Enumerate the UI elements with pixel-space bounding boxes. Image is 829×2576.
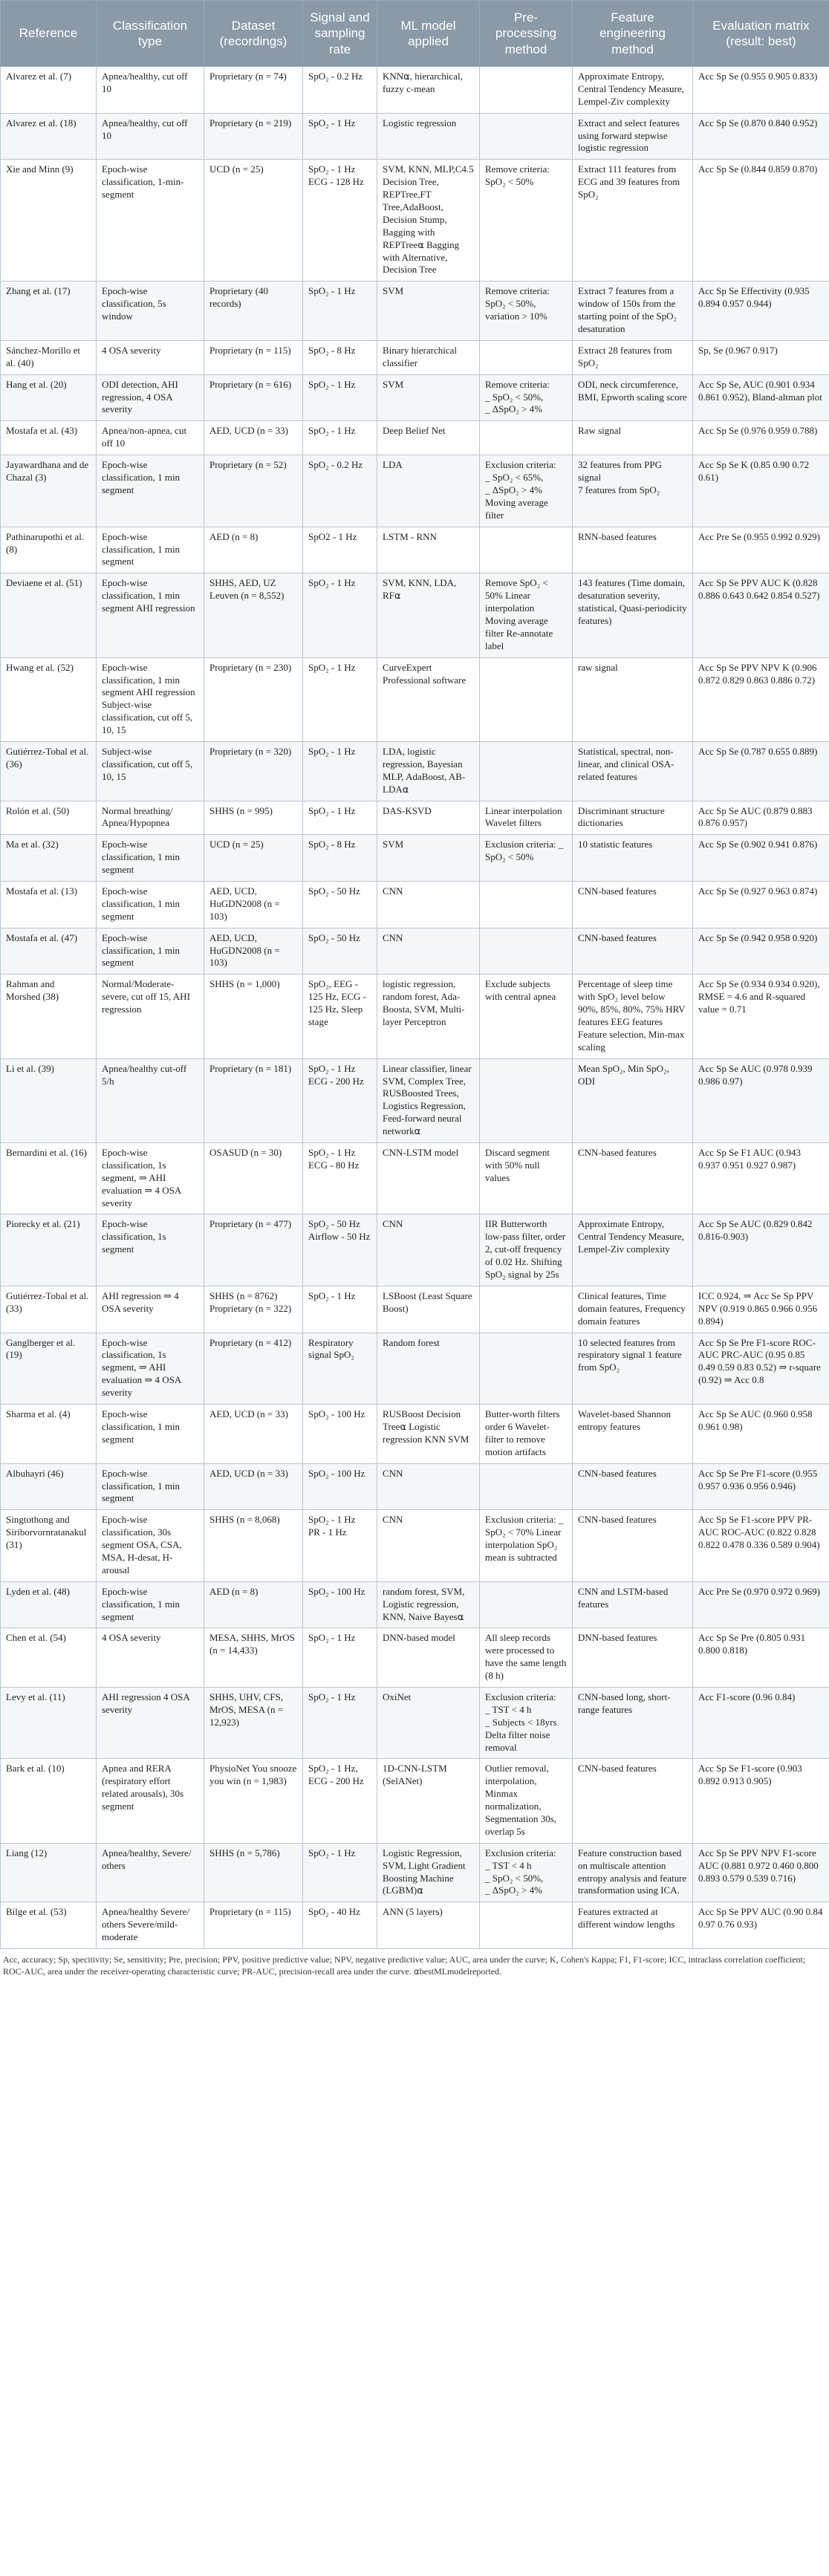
cell-signal: SpO2 - 1 Hz: [303, 527, 377, 573]
table-row: [1, 975, 829, 1058]
cell-pre-processing: Linear interpolation Wavelet filters: [480, 801, 573, 835]
cell-pre-processing: [480, 113, 573, 160]
cell-evaluation: Sp, Se (0.967 0.917): [693, 340, 829, 374]
cell-feature-engineering: Feature construction based on multiscale attention entropy analysis and feature transformation using ICA.: [573, 1843, 693, 1902]
cell-ml-model: SVM, KNN, LDA, RF⍺: [377, 573, 480, 657]
cell-classification-type: Normal breathing/ Apnea/Hypopnea: [97, 801, 204, 835]
cell-reference: Xie and Minn (9): [1, 160, 97, 282]
cell-classification-type: Normal/Moderate-severe, cut off 15, AHI regression: [97, 975, 204, 1058]
table-row: [1, 340, 829, 374]
cell-evaluation: Acc Sp Se (0.902 0.941 0.876): [693, 835, 829, 882]
table-row: [1, 1628, 829, 1688]
cell-dataset: UCD (n = 25): [204, 160, 303, 282]
cell-classification-type: Epoch-wise classification, 1 min segment: [97, 1405, 204, 1464]
cell-evaluation: Acc Sp Se (0.942 0.958 0.920): [693, 928, 829, 975]
cell-evaluation: Acc Sp Se (0.955 0.905 0.833): [693, 67, 829, 114]
cell-feature-engineering: raw signal: [573, 657, 693, 741]
cell-signal: SpO₂ - 1 Hz, ECG - 200 Hz: [303, 1759, 377, 1843]
cell-reference: Gutiérrez-Tobal et al. (33): [1, 1286, 97, 1333]
header-reference: Reference: [1, 1, 97, 67]
cell-evaluation: ICC 0.924, ⇒ Acc Se Sp PPV NPV (0.919 0.865 0.966 0.956 0.894): [693, 1286, 829, 1333]
cell-signal: SpO₂ - 1 Hz: [303, 374, 377, 421]
cell-signal: SpO₂ - 1 Hz: [303, 1628, 377, 1688]
cell-ml-model: OxiNet: [377, 1687, 480, 1758]
table-row: [1, 67, 829, 114]
cell-classification-type: ODI detection, AHI regression, 4 OSA severity: [97, 374, 204, 421]
cell-pre-processing: [480, 881, 573, 928]
cell-dataset: AED, UCD (n = 33): [204, 1463, 303, 1510]
cell-ml-model: SVM, KNN, MLP,C4.5 Decision Tree, REPTree,FT Tree,AdaBoost, Decision Stump, Bagging with REPTree⍺ Bagging with Alternative, Decision Tree: [377, 160, 480, 282]
cell-feature-engineering: Raw signal: [573, 421, 693, 455]
cell-dataset: SHHS (n = 995): [204, 801, 303, 835]
cell-feature-engineering: Extract 111 features from ECG and 39 features from SpO₂: [573, 160, 693, 282]
table-row: [1, 741, 829, 801]
cell-signal: SpO₂ - 1 Hz: [303, 421, 377, 455]
cell-dataset: SHHS (n = 8762) Proprietary (n = 322): [204, 1286, 303, 1333]
cell-feature-engineering: 10 selected features from respiratory signal 1 feature from SpO₂: [573, 1333, 693, 1404]
cell-evaluation: Acc Pre Se (0.955 0.992 0.929): [693, 527, 829, 573]
cell-pre-processing: Exclusion criteria: _ SpO₂ < 65%, _ ΔSpO₂ > 4% Moving average filter: [480, 455, 573, 527]
table-row: [1, 527, 829, 573]
cell-signal: SpO₂ - 100 Hz: [303, 1463, 377, 1510]
cell-signal: SpO₂ - 1 Hz ECG - 80 Hz: [303, 1143, 377, 1214]
cell-dataset: Proprietary (n = 616): [204, 374, 303, 421]
cell-evaluation: Acc Sp Se AUC (0.960 0.958 0.961 0.98): [693, 1405, 829, 1464]
cell-dataset: Proprietary (n = 219): [204, 113, 303, 160]
cell-classification-type: AHI regression 4 OSA severity: [97, 1687, 204, 1758]
cell-reference: Jayawardhana and de Chazal (3): [1, 455, 97, 527]
cell-evaluation: Acc Sp Se (0.976 0.959 0.788): [693, 421, 829, 455]
cell-evaluation: Acc Sp Se (0.787 0.655 0.889): [693, 741, 829, 801]
cell-classification-type: Apnea/healthy cut-off 5/h: [97, 1058, 204, 1142]
cell-classification-type: Epoch-wise classification, 1 min segment AHI regression: [97, 573, 204, 657]
header-dataset: Dataset (recordings): [204, 1, 303, 67]
table-header: [1, 1, 829, 67]
table-row: [1, 1463, 829, 1510]
cell-evaluation: Acc Sp Se (0.934 0.934 0.920), RMSE = 4.6 and R-squared value = 0.71: [693, 975, 829, 1058]
cell-ml-model: CNN: [377, 1463, 480, 1510]
cell-signal: SpO₂ - 1 Hz: [303, 282, 377, 341]
table-row: [1, 801, 829, 835]
cell-pre-processing: [480, 340, 573, 374]
cell-ml-model: CNN-LSTM model: [377, 1143, 480, 1214]
cell-pre-processing: Outlier removal, interpolation, Minmax normalization, Segmentation 30s, overlap 5s: [480, 1759, 573, 1843]
cell-feature-engineering: Percentage of sleep time with SpO₂ level below 90%, 85%, 80%, 75% HRV features EEG features Feature selection, Min-max scaling: [573, 975, 693, 1058]
cell-pre-processing: [480, 67, 573, 114]
table-row: [1, 1405, 829, 1464]
cell-pre-processing: Remove criteria: SpO₂ < 50%, variation > 10%: [480, 282, 573, 341]
cell-reference: Pathinarupothi et al. (8): [1, 527, 97, 573]
cell-reference: Rahman and Morshed (38): [1, 975, 97, 1058]
cell-reference: Bark et al. (10): [1, 1759, 97, 1843]
cell-pre-processing: [480, 1902, 573, 1949]
cell-dataset: Proprietary (n = 320): [204, 741, 303, 801]
header-classification-type: Classification type: [97, 1, 204, 67]
cell-reference: Liang (12): [1, 1843, 97, 1902]
cell-classification-type: Epoch-wise classification, 1s segment, ⇒ AHI evaluation ⇒ 4 OSA severity: [97, 1333, 204, 1404]
cell-pre-processing: Butter-worth filters order 6 Wavelet-filter to remove motion artifacts: [480, 1405, 573, 1464]
cell-dataset: Proprietary (n = 74): [204, 67, 303, 114]
table-row: [1, 1581, 829, 1628]
cell-ml-model: DAS-KSVD: [377, 801, 480, 835]
cell-evaluation: Acc Sp Se AUC (0.879 0.883 0.876 0.957): [693, 801, 829, 835]
header-pre-processing: Pre-processing method: [480, 1, 573, 67]
cell-dataset: Proprietary (n = 477): [204, 1214, 303, 1286]
cell-dataset: AED, UCD (n = 33): [204, 1405, 303, 1464]
cell-ml-model: LDA, logistic regression, Bayesian MLP, AdaBoost, AB-LDA⍺: [377, 741, 480, 801]
cell-signal: SpO₂ - 1 Hz: [303, 741, 377, 801]
cell-signal: SpO₂ - 1 Hz: [303, 1687, 377, 1758]
cell-signal: SpO₂ - 1 Hz: [303, 113, 377, 160]
table-row: [1, 113, 829, 160]
cell-evaluation: Acc Sp Se PPV AUC (0.90 0.84 0.97 0.76 0.93): [693, 1902, 829, 1949]
cell-evaluation: Acc Sp Se Effectivity (0.935 0.894 0.957 0.944): [693, 282, 829, 341]
cell-classification-type: Epoch-wise classification, 1 min segment: [97, 455, 204, 527]
cell-dataset: SHHS (n = 5,786): [204, 1843, 303, 1902]
cell-classification-type: Apnea and RERA (respiratory effort related arousals), 30s segment: [97, 1759, 204, 1843]
cell-feature-engineering: Discriminant structure dictionaries: [573, 801, 693, 835]
cell-signal: SpO₂ - 8 Hz: [303, 340, 377, 374]
cell-pre-processing: [480, 928, 573, 975]
cell-reference: Rolón et al. (50): [1, 801, 97, 835]
cell-pre-processing: Exclude subjects with central apnea: [480, 975, 573, 1058]
table-row: [1, 374, 829, 421]
table-row: [1, 1058, 829, 1142]
cell-signal: SpO₂ - 1 Hz: [303, 657, 377, 741]
cell-feature-engineering: Mean SpO₂, Min SpO₂, ODI: [573, 1058, 693, 1142]
cell-dataset: PhysioNet You snooze you win (n = 1,983): [204, 1759, 303, 1843]
table-row: [1, 881, 829, 928]
cell-feature-engineering: CNN-based features: [573, 1463, 693, 1510]
cell-feature-engineering: 32 features from PPG signal 7 features from SpO₂: [573, 455, 693, 527]
cell-ml-model: SVM: [377, 835, 480, 882]
cell-pre-processing: Remove criteria: SpO₂ < 50%: [480, 160, 573, 282]
cell-classification-type: Epoch-wise classification, 5s window: [97, 282, 204, 341]
cell-signal: SpO₂ - 1 Hz: [303, 1286, 377, 1333]
cell-feature-engineering: Wavelet-based Shannon entropy features: [573, 1405, 693, 1464]
table-row: [1, 1286, 829, 1333]
cell-feature-engineering: 143 features (Time domain, desaturation severity, statistical, Quasi-periodicity features): [573, 573, 693, 657]
cell-evaluation: Acc Sp Se F1-score (0.903 0.892 0.913 0.905): [693, 1759, 829, 1843]
cell-reference: Chen et al. (54): [1, 1628, 97, 1688]
header-signal-sampling-rate: Signal and sampling rate: [303, 1, 377, 67]
cell-dataset: SHHS, UHV, CFS, MrOS, MESA (n = 12,923): [204, 1687, 303, 1758]
cell-dataset: Proprietary (n = 52): [204, 455, 303, 527]
cell-feature-engineering: ODI, neck circumference, BMI, Epworth scaling score: [573, 374, 693, 421]
cell-feature-engineering: CNN-based features: [573, 1759, 693, 1843]
table-row: [1, 657, 829, 741]
cell-pre-processing: [480, 421, 573, 455]
cell-feature-engineering: CNN-based features: [573, 1510, 693, 1581]
cell-reference: Mostafa et al. (13): [1, 881, 97, 928]
cell-dataset: OSASUD (n = 30): [204, 1143, 303, 1214]
cell-reference: Singtothong and Siriborvornratanakul (31): [1, 1510, 97, 1581]
cell-evaluation: Acc Sp Se Pre F1-score ROC-AUC PRC-AUC (0.95 0.85 0.49 0.59 0.83 0.52) ⇒ r-square (0.92) ⇒ Acc 0.8: [693, 1333, 829, 1404]
cell-dataset: AED, UCD, HuGDN2008 (n = 103): [204, 928, 303, 975]
cell-ml-model: Binary hierarchical classifier: [377, 340, 480, 374]
header-ml-model: ML model applied: [377, 1, 480, 67]
cell-feature-engineering: CNN and LSTM-based features: [573, 1581, 693, 1628]
cell-classification-type: Subject-wise classification, cut off 5, 10, 15: [97, 741, 204, 801]
cell-pre-processing: Discard segment with 50% null values: [480, 1143, 573, 1214]
cell-feature-engineering: Statistical, spectral, non-linear, and clinical OSA-related features: [573, 741, 693, 801]
cell-reference: Sharma et al. (4): [1, 1405, 97, 1464]
cell-classification-type: Apnea/healthy Severe/ others Severe/mild-moderate: [97, 1902, 204, 1949]
cell-ml-model: LSTM - RNN: [377, 527, 480, 573]
table-row: [1, 1510, 829, 1581]
cell-pre-processing: IIR Butterworth low-pass filter, order 2, cut-off frequency of 0.02 Hz. Shifting SpO₂ signal by 25s: [480, 1214, 573, 1286]
cell-dataset: AED (n = 8): [204, 1581, 303, 1628]
cell-evaluation: Acc Sp Se AUC (0.978 0.939 0.986 0.97): [693, 1058, 829, 1142]
cell-classification-type: Epoch-wise classification, 1 min segment: [97, 881, 204, 928]
cell-reference: Li et al. (39): [1, 1058, 97, 1142]
cell-signal: SpO₂ - 40 Hz: [303, 1902, 377, 1949]
cell-pre-processing: [480, 657, 573, 741]
cell-dataset: SHHS (n = 1,000): [204, 975, 303, 1058]
header-feature-engineering: Feature engineering method: [573, 1, 693, 67]
cell-ml-model: SVM: [377, 282, 480, 341]
cell-classification-type: Epoch-wise classification, 1s segment: [97, 1214, 204, 1286]
cell-ml-model: LDA: [377, 455, 480, 527]
cell-signal: SpO₂ - 50 Hz Airflow - 50 Hz: [303, 1214, 377, 1286]
cell-feature-engineering: CNN-based features: [573, 928, 693, 975]
cell-dataset: Proprietary (n = 115): [204, 340, 303, 374]
cell-reference: Gutiérrez-Tobal et al. (36): [1, 741, 97, 801]
cell-dataset: Proprietary (n = 230): [204, 657, 303, 741]
cell-reference: Bilge et al. (53): [1, 1902, 97, 1949]
cell-evaluation: Acc Sp Se F1-score PPV PR-AUC ROC-AUC (0.822 0.828 0.822 0.478 0.336 0.589 0.904): [693, 1510, 829, 1581]
cell-signal: SpO₂ - 1 Hz: [303, 1843, 377, 1902]
cell-feature-engineering: Approximate Entropy, Central Tendency Measure, Lempel-Ziv complexity: [573, 1214, 693, 1286]
cell-evaluation: Acc Sp Se (0.927 0.963 0.874): [693, 881, 829, 928]
cell-ml-model: CurveExpert Professional software: [377, 657, 480, 741]
cell-feature-engineering: CNN-based features: [573, 1143, 693, 1214]
table-row: [1, 1687, 829, 1758]
cell-signal: SpO₂ - 0.2 Hz: [303, 455, 377, 527]
cell-classification-type: Epoch-wise classification, 1 min segment: [97, 835, 204, 882]
cell-feature-engineering: RNN-based features: [573, 527, 693, 573]
cell-ml-model: CNN: [377, 1510, 480, 1581]
table-body: [1, 67, 829, 1949]
table-row: [1, 573, 829, 657]
cell-feature-engineering: Extract and select features using forward stepwise logistic regression: [573, 113, 693, 160]
cell-ml-model: ANN (5 layers): [377, 1902, 480, 1949]
cell-classification-type: Epoch-wise classification, 1 min segment AHI regression Subject-wise classification, cut off 5, 10, 15: [97, 657, 204, 741]
cell-ml-model: random forest, SVM, Logistic regression, KNN, Naive Bayes⍺: [377, 1581, 480, 1628]
cell-dataset: AED, UCD, HuGDN2008 (n = 103): [204, 881, 303, 928]
cell-feature-engineering: Extract 7 features from a window of 150s from the starting point of the SpO₂ desaturation: [573, 282, 693, 341]
cell-reference: Deviaene et al. (51): [1, 573, 97, 657]
cell-dataset: UCD (n = 25): [204, 835, 303, 882]
cell-ml-model: logistic regression, random forest, Ada-Boosta, SVM, Multi-layer Perceptron: [377, 975, 480, 1058]
cell-pre-processing: Exclusion criteria: _ TST < 4 h _ Subjects < 18yrs Delta filter noise removal: [480, 1687, 573, 1758]
cell-classification-type: Epoch-wise classification, 30s segment OSA, CSA, MSA, H-desat, H-arousal: [97, 1510, 204, 1581]
cell-reference: Hang et al. (20): [1, 374, 97, 421]
cell-feature-engineering: Extract 28 features from SpO₂: [573, 340, 693, 374]
cell-ml-model: CNN: [377, 881, 480, 928]
cell-reference: Albuhayri (46): [1, 1463, 97, 1510]
table-row: [1, 1902, 829, 1949]
cell-ml-model: Logistic Regression, SVM, Light Gradient Boosting Machine (LGBM)⍺: [377, 1843, 480, 1902]
cell-reference: Mostafa et al. (47): [1, 928, 97, 975]
cell-reference: Alvarez et al. (18): [1, 113, 97, 160]
cell-pre-processing: [480, 1463, 573, 1510]
cell-dataset: SHHS (n = 8,068): [204, 1510, 303, 1581]
cell-signal: SpO₂ - 100 Hz: [303, 1405, 377, 1464]
cell-dataset: MESA, SHHS, MrOS (n = 14,433): [204, 1628, 303, 1688]
cell-pre-processing: [480, 1286, 573, 1333]
header-evaluation-matrix: Evaluation matrix (result: best): [693, 1, 829, 67]
cell-ml-model: 1D-CNN-LSTM (SelANet): [377, 1759, 480, 1843]
cell-classification-type: 4 OSA severity: [97, 1628, 204, 1688]
table-row: [1, 1143, 829, 1214]
cell-signal: SpO₂ - 1 Hz ECG - 128 Hz: [303, 160, 377, 282]
cell-evaluation: Acc F1-score (0.96 0.84): [693, 1687, 829, 1758]
cell-reference: Mostafa et al. (43): [1, 421, 97, 455]
cell-pre-processing: Remove SpO₂ < 50% Linear interpolation Moving average filter Re-annotate label: [480, 573, 573, 657]
cell-classification-type: Epoch-wise classification, 1s segment, ⇒ AHI evaluation ⇒ 4 OSA severity: [97, 1143, 204, 1214]
header-row: [1, 1, 829, 67]
cell-ml-model: RUSBoost Decision Tree⍺ Logistic regression KNN SVM: [377, 1405, 480, 1464]
cell-ml-model: CNN: [377, 1214, 480, 1286]
cell-evaluation: Acc Sp Se Pre F1-score (0.955 0.957 0.936 0.956 0.946): [693, 1463, 829, 1510]
cell-evaluation: Acc Pre Se (0.970 0.972 0.969): [693, 1581, 829, 1628]
cell-feature-engineering: DNN-based features: [573, 1628, 693, 1688]
cell-ml-model: CNN: [377, 928, 480, 975]
cell-feature-engineering: Clinical features, Time domain features, Frequency domain features: [573, 1286, 693, 1333]
cell-classification-type: 4 OSA severity: [97, 340, 204, 374]
table-row: [1, 1214, 829, 1286]
table-row: [1, 835, 829, 882]
cell-classification-type: Epoch-wise classification, 1 min segment: [97, 1581, 204, 1628]
table-row: [1, 1843, 829, 1902]
cell-classification-type: Apnea/healthy, Severe/ others: [97, 1843, 204, 1902]
cell-evaluation: Acc Sp Se K (0.85 0.90 0.72 0.61): [693, 455, 829, 527]
cell-ml-model: Deep Belief Net: [377, 421, 480, 455]
cell-pre-processing: Exclusion criteria: _ TST < 4 h _ SpO₂ < 50%, _ ΔSpO₂ > 4%: [480, 1843, 573, 1902]
cell-evaluation: Acc Sp Se Pre (0.805 0.931 0.800 0.818): [693, 1628, 829, 1688]
cell-evaluation: Acc Sp Se (0.844 0.859 0.870): [693, 160, 829, 282]
cell-ml-model: Linear classifier, linear SVM, Complex Tree, RUSBoosted Trees, Logistics Regression, Feed-forward neural network⍺: [377, 1058, 480, 1142]
cell-signal: SpO₂ - 1 Hz PR - 1 Hz: [303, 1510, 377, 1581]
cell-classification-type: Epoch-wise classification, 1-min-segment: [97, 160, 204, 282]
cell-reference: Ganglberger et al. (19): [1, 1333, 97, 1404]
table-row: [1, 455, 829, 527]
cell-feature-engineering: CNN-based features: [573, 881, 693, 928]
cell-classification-type: Apnea/healthy, cut off 10: [97, 67, 204, 114]
cell-evaluation: Acc Sp Se, AUC (0.901 0.934 0.861 0.952), Bland-altman plot: [693, 374, 829, 421]
cell-classification-type: Apnea/healthy, cut off 10: [97, 113, 204, 160]
cell-reference: Lyden et al. (48): [1, 1581, 97, 1628]
cell-reference: Bernardini et al. (16): [1, 1143, 97, 1214]
cell-pre-processing: Exclusion criteria: _ SpO₂ < 70% Linear interpolation SpO₂ mean is subtracted: [480, 1510, 573, 1581]
cell-reference: Ma et al. (32): [1, 835, 97, 882]
cell-dataset: AED, UCD (n = 33): [204, 421, 303, 455]
cell-reference: Levy et al. (11): [1, 1687, 97, 1758]
cell-signal: SpO₂ - 0.2 Hz: [303, 67, 377, 114]
cell-signal: SpO₂ - 100 Hz: [303, 1581, 377, 1628]
table-row: [1, 1333, 829, 1404]
cell-classification-type: Apnea/non-apnea, cut off 10: [97, 421, 204, 455]
table-row: [1, 1759, 829, 1843]
cell-ml-model: KNN⍺, hierarchical, fuzzy c-mean: [377, 67, 480, 114]
cell-ml-model: DNN-based model: [377, 1628, 480, 1688]
cell-classification-type: AHI regression ⇒ 4 OSA severity: [97, 1286, 204, 1333]
cell-reference: Alvarez et al. (7): [1, 67, 97, 114]
cell-pre-processing: All sleep records were processed to have the same length (8 h): [480, 1628, 573, 1688]
cell-classification-type: Epoch-wise classification, 1 min segment: [97, 527, 204, 573]
cell-dataset: SHHS, AED, UZ Leuven (n = 8,552): [204, 573, 303, 657]
cell-pre-processing: [480, 1333, 573, 1404]
cell-ml-model: LSBoost (Least Square Boost): [377, 1286, 480, 1333]
cell-reference: Sánchez-Morillo et al. (40): [1, 340, 97, 374]
cell-ml-model: Random forest: [377, 1333, 480, 1404]
table-row: [1, 421, 829, 455]
cell-dataset: AED (n = 8): [204, 527, 303, 573]
table-row: [1, 928, 829, 975]
cell-evaluation: Acc Sp Se AUC (0.829 0.842 0.816-0.903): [693, 1214, 829, 1286]
cell-evaluation: Acc Sp Se F1 AUC (0.943 0.937 0.951 0.927 0.987): [693, 1143, 829, 1214]
cell-signal: Respiratory signal SpO₂: [303, 1333, 377, 1404]
cell-pre-processing: [480, 1581, 573, 1628]
cell-pre-processing: [480, 1058, 573, 1142]
cell-classification-type: Epoch-wise classification, 1 min segment: [97, 1463, 204, 1510]
cell-pre-processing: Exclusion criteria: _ SpO₂ < 50%: [480, 835, 573, 882]
cell-dataset: Proprietary (40 records): [204, 282, 303, 341]
cell-signal: SpO₂ - 8 Hz: [303, 835, 377, 882]
cell-feature-engineering: 10 statistic features: [573, 835, 693, 882]
cell-signal: SpO₂ - 50 Hz: [303, 881, 377, 928]
cell-feature-engineering: Features extracted at different window lengths: [573, 1902, 693, 1949]
cell-reference: Piorecky et al. (21): [1, 1214, 97, 1286]
cell-ml-model: SVM: [377, 374, 480, 421]
cell-classification-type: Epoch-wise classification, 1 min segment: [97, 928, 204, 975]
cell-evaluation: Acc Sp Se PPV AUC K (0.828 0.886 0.643 0.642 0.854 0.527): [693, 573, 829, 657]
cell-pre-processing: [480, 741, 573, 801]
table-footnote: Acc, accuracy; Sp, specitivity; Se, sensitivity; Pre, precision; PPV, positive predictive value; NPV, negative predictive value; AUC, area under the curve; K, Cohen's Kappa; F1, F1-score; ICC, intraclass correlation coefficient; ROC-AUC, area under the receiver-operating characteristic curve; PR-AUC, precision-recall area under the curve. ⍺bestMLmodelreported.: [3, 1954, 806, 1977]
cell-evaluation: Acc Sp Se PPV NPV F1-score AUC (0.881 0.972 0.460 0.800 0.893 0.579 0.539 0.716): [693, 1843, 829, 1902]
cell-dataset: Proprietary (n = 412): [204, 1333, 303, 1404]
cell-feature-engineering: CNN-based long, short-range features: [573, 1687, 693, 1758]
cell-reference: Hwang et al. (52): [1, 657, 97, 741]
cell-pre-processing: [480, 527, 573, 573]
cell-signal: SpO₂ - 1 Hz: [303, 573, 377, 657]
cell-ml-model: Logistic regression: [377, 113, 480, 160]
table-row: [1, 160, 829, 282]
cell-signal: SpO₂, EEG - 125 Hz, ECG - 125 Hz, Sleep stage: [303, 975, 377, 1058]
table-row: [1, 282, 829, 341]
cell-dataset: Proprietary (n = 181): [204, 1058, 303, 1142]
cell-dataset: Proprietary (n = 115): [204, 1902, 303, 1949]
cell-evaluation: Acc Sp Se (0.870 0.840 0.952): [693, 113, 829, 160]
cell-feature-engineering: Approximate Entropy, Central Tendency Measure, Lempel-Ziv complexity: [573, 67, 693, 114]
cell-pre-processing: Remove criteria: _ SpO₂ < 50%, _ ΔSpO₂ > 4%: [480, 374, 573, 421]
cell-signal: SpO₂ - 1 Hz ECG - 200 Hz: [303, 1058, 377, 1142]
cell-signal: SpO₂ - 1 Hz: [303, 801, 377, 835]
cell-reference: Zhang et al. (17): [1, 282, 97, 341]
cell-signal: SpO₂ - 50 Hz: [303, 928, 377, 975]
cell-evaluation: Acc Sp Se PPV NPV K (0.906 0.872 0.829 0.863 0.886 0.72): [693, 657, 829, 741]
